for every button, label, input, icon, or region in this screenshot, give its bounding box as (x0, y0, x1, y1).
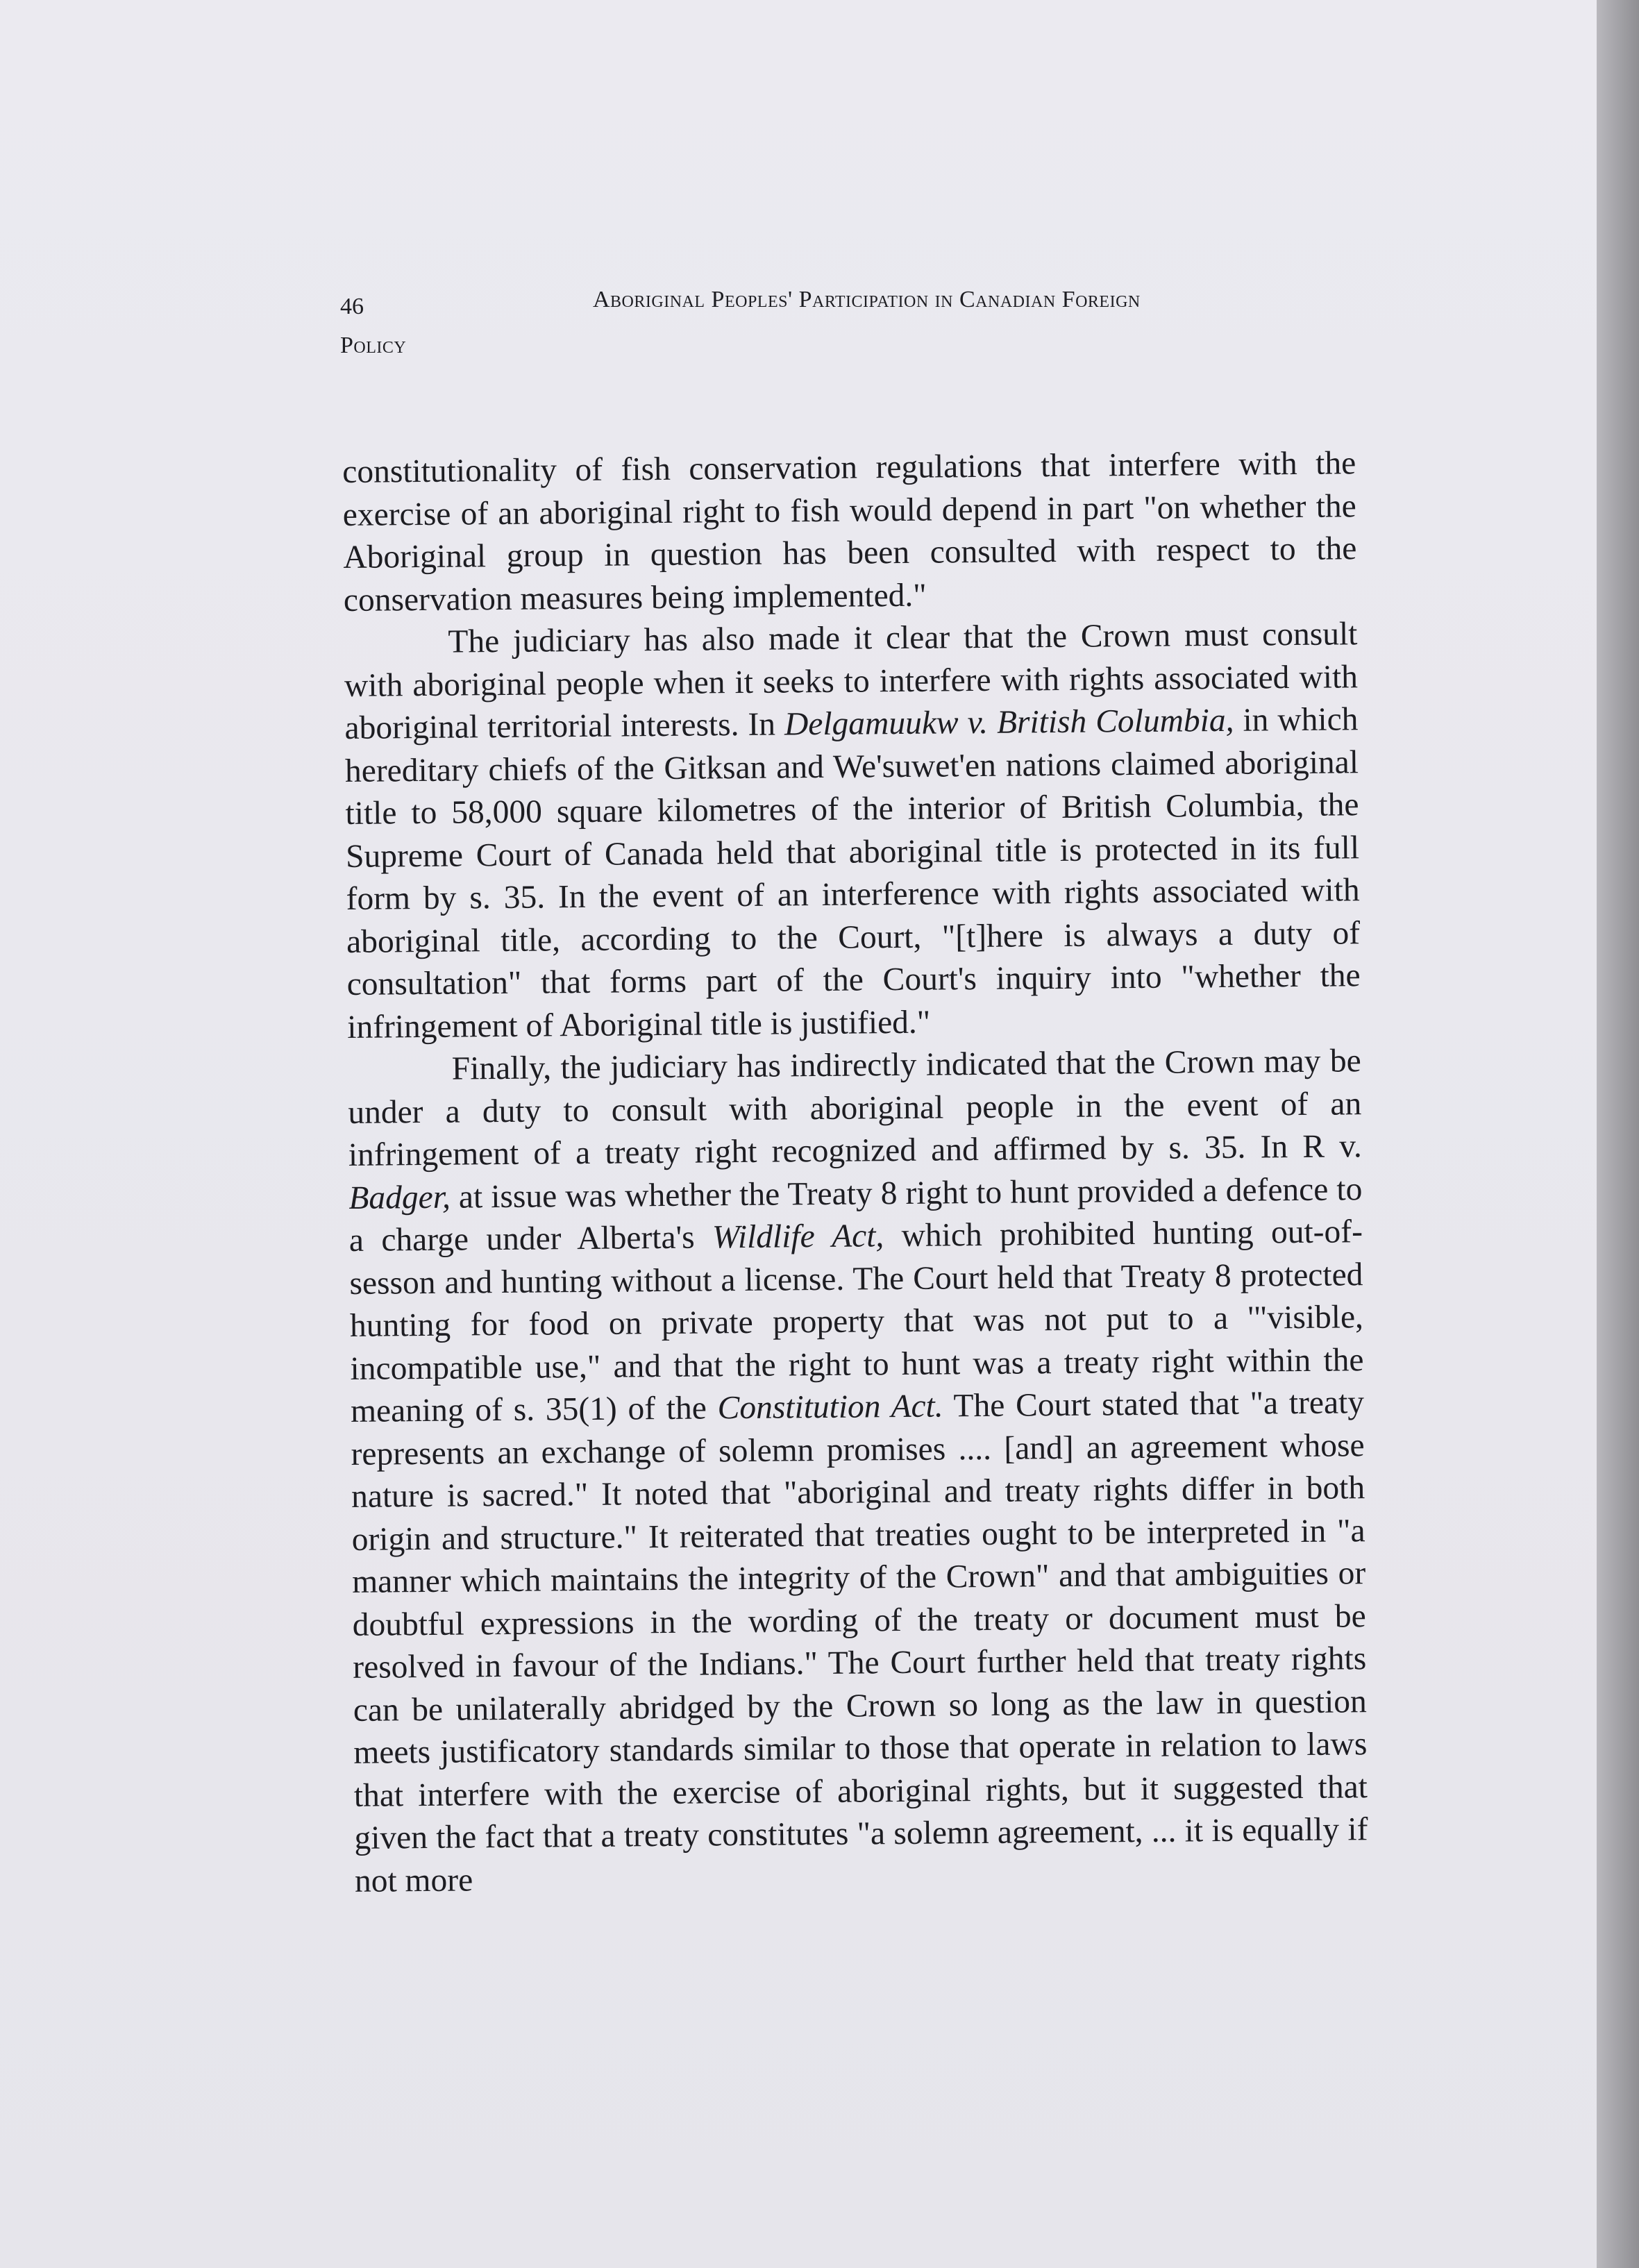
page-edge-shadow (1597, 0, 1639, 2268)
paragraph (342, 442, 1357, 622)
body-text (342, 442, 1368, 1903)
italic-citation: Delgamuukw v. British Columbia, (784, 702, 1234, 743)
text-run: which prohibited hunting out-of-sesson and hunting without a license. The Court held that Treaty 8 protected hunting for food on private property that was not put to a '"visible, incompatible use," and that the right to hunt was a treaty right within the meaning of s. 35(1) of the (349, 1213, 1364, 1429)
text-run: constitutionality of fish conservation regulations that interfere with the exercise of an aboriginal right to fish would depend in part "on whether the Aboriginal group in question has been consulted with respect to the conservation measures being implemented." (342, 445, 1357, 619)
paragraph (344, 613, 1361, 1049)
page-number: 46 (340, 294, 364, 319)
text-run: in which hereditary chiefs of the Gitksan and We'suwet'en nations claimed aboriginal title to 58,000 square kilometres of the interior of British Columbia, the Supreme Court of Canada held that aboriginal title is protected in its full form by s. 35. In the event of an interference with rights associated with aboriginal title, according to the Court, "[t]here is always a duty of consultation" that forms part of the Court's inquiry into "whether the infringement of Aboriginal title is justified." (344, 701, 1361, 1045)
text-run: at issue was whether the Treaty 8 right to hunt provided a defence to a charge under Alberta's (348, 1170, 1363, 1259)
paragraph (348, 1040, 1369, 1903)
text-run: Finally, the judiciary has indirectly indicated that the Crown may be under a duty to consult with aboriginal people in the event of an infringement of a treaty right recognized and affirmed by s. 35. In R v. (348, 1043, 1363, 1173)
running-title-continued: Policy (340, 333, 407, 358)
text-run: The Court stated that "a treaty represents an exchange of solemn promises .... [and] an agreement whose nature is sacred." It noted that "aboriginal and treaty rights differ in both origin and structure." It reiterated that treaties ought to be interpreted in "a manner which maintains the integrity of the Crown" and that ambiguities or doubtful expressions in the wording of the treaty or document must be resolved in favour of the Indians." The Court further held that treaty rights can be unilaterally abridged by the Crown so long as the law in question meets justificatory standards similar to those that operate in relation to laws that interfere with the exercise of aboriginal rights, but it suggested that given the fact that a treaty constitutes "a solemn agreement, ... it is equally if not more (351, 1384, 1368, 1899)
text-run: The judiciary has also made it clear that the Crown must consult with aboriginal people when it seeks to interfere with rights associated with aboriginal territorial interests. In (344, 616, 1359, 746)
italic-citation: Wildlife Act, (712, 1218, 884, 1256)
italic-citation: Constitution Act. (717, 1388, 943, 1427)
italic-citation: Badger, (348, 1179, 451, 1216)
running-title: Aboriginal Peoples' Participation in Canadian Foreign (593, 287, 1141, 312)
